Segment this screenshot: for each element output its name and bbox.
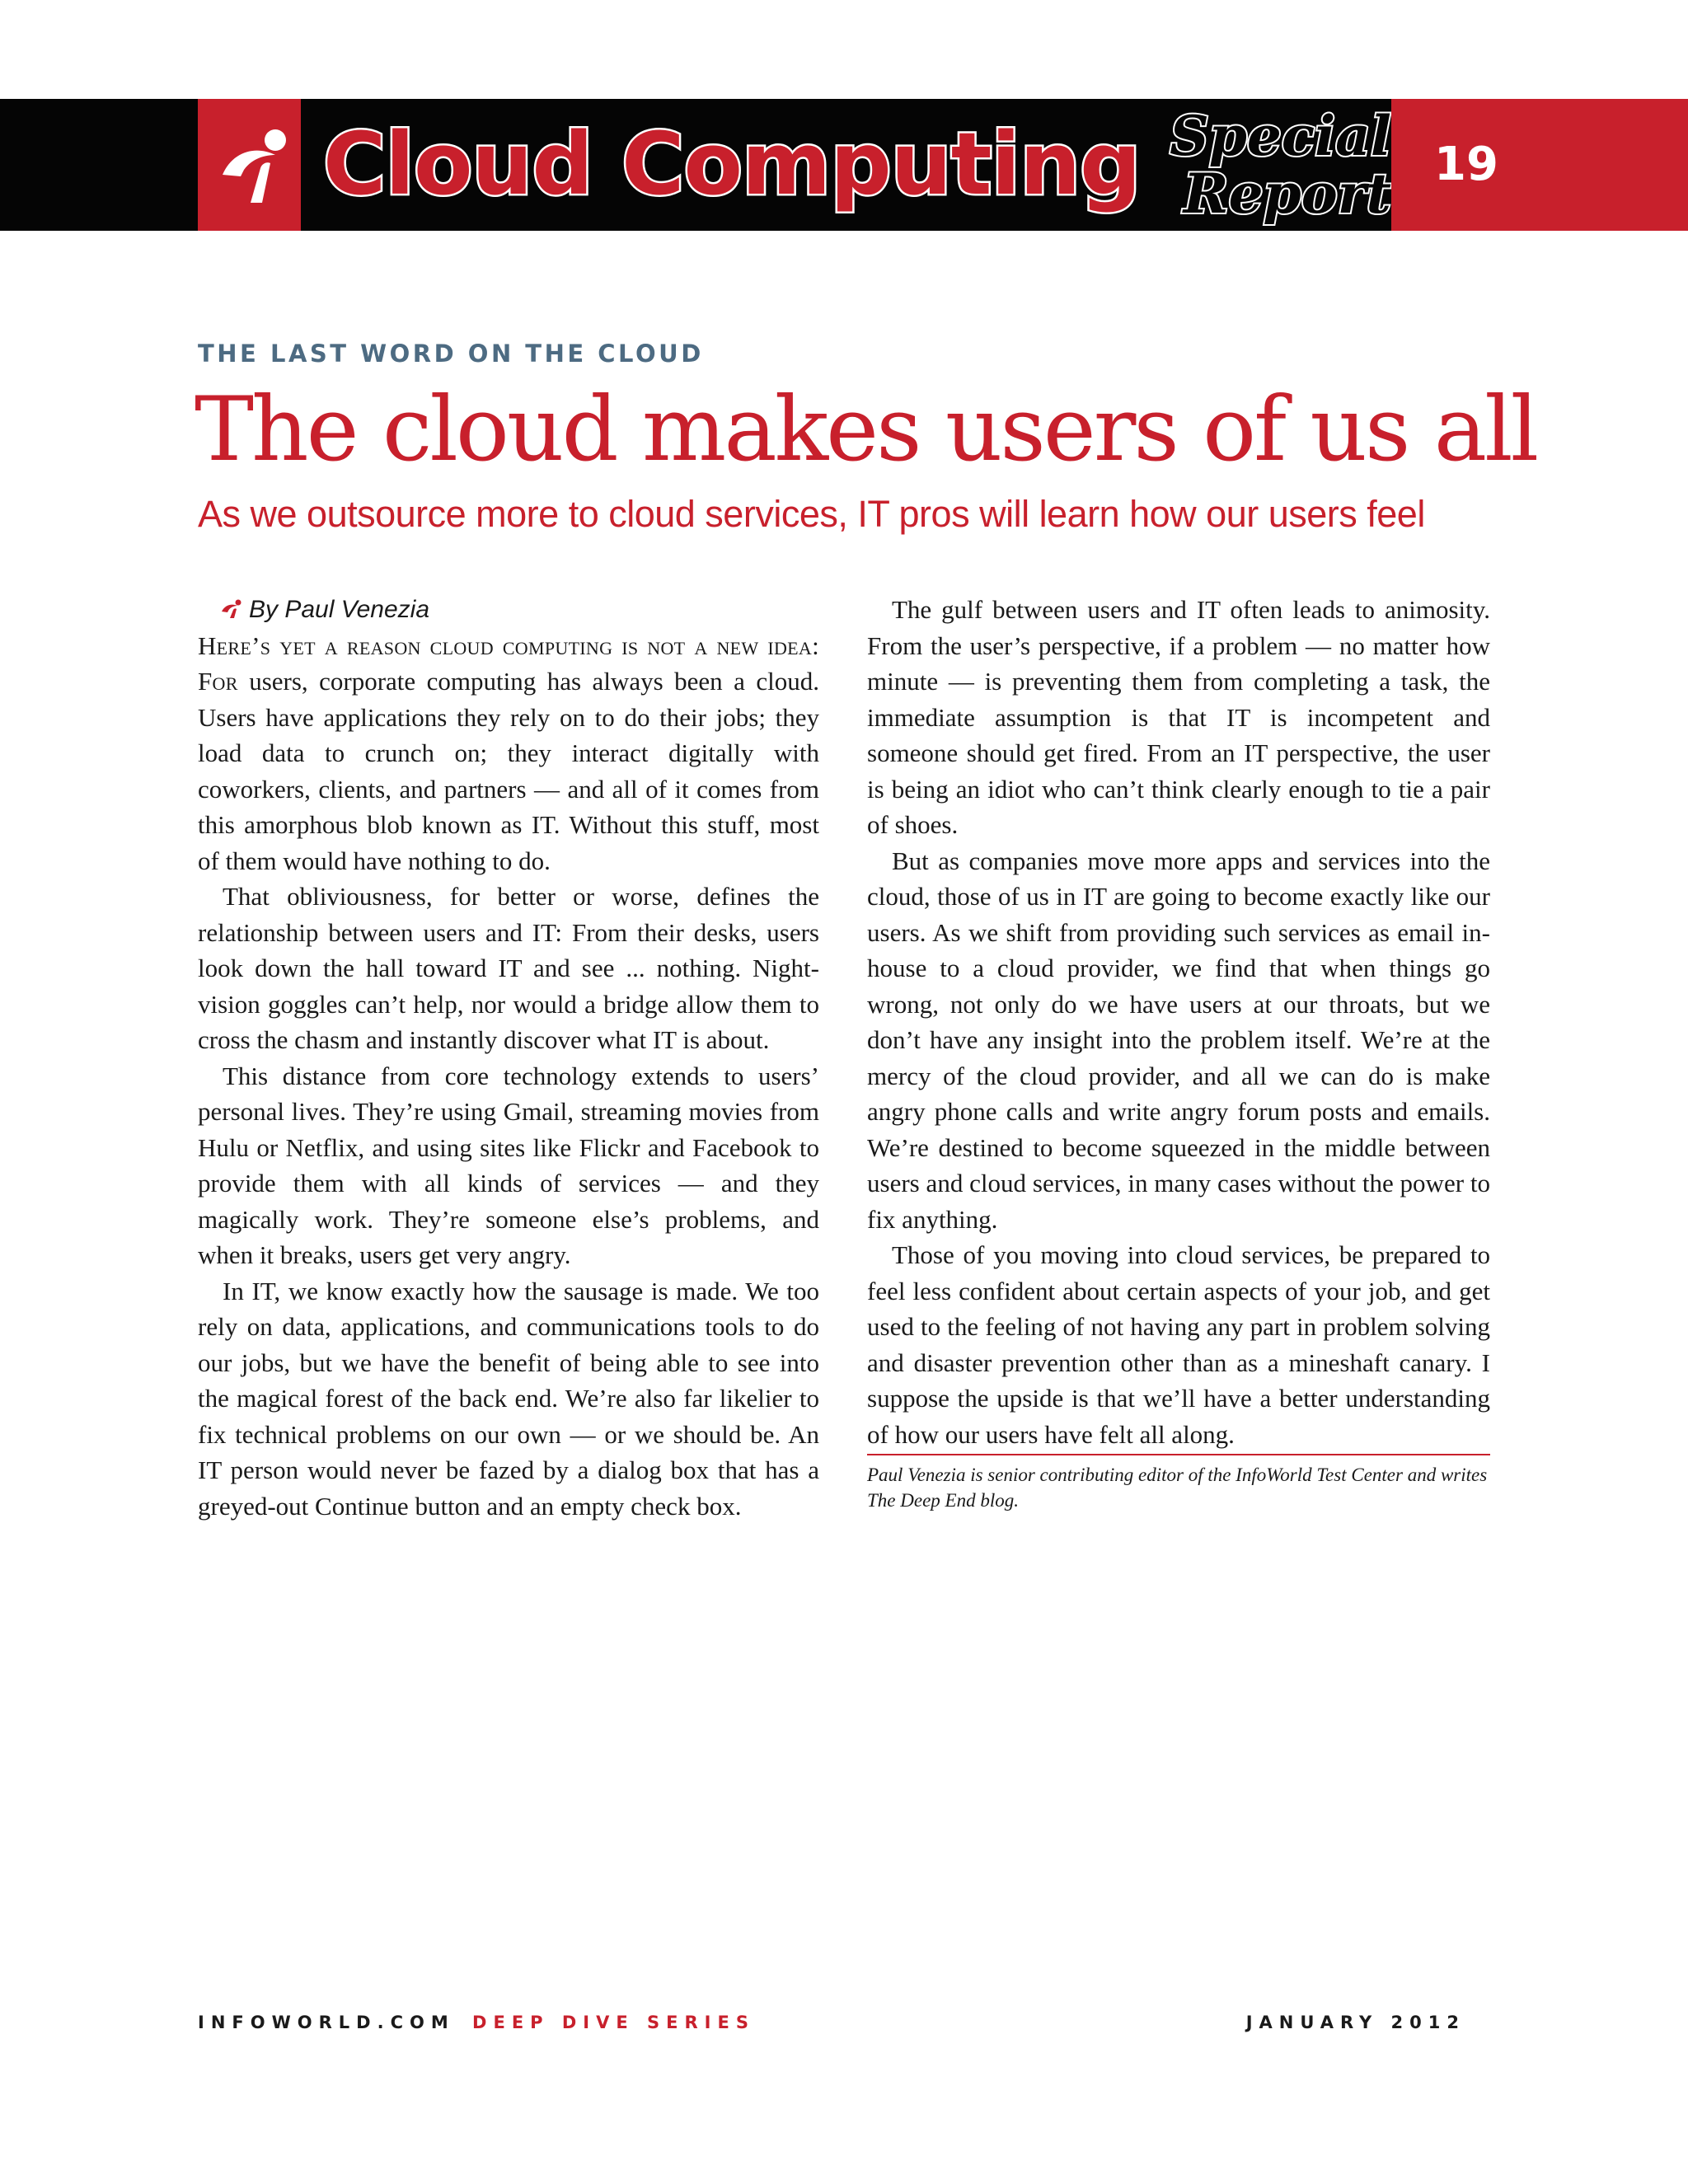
paragraph-7: Those of you moving into cloud services, be prepared to feel less confident about certain aspects of your job, and get used to the feeling of not having any part in problem solving and disaster prevention other than as a mineshaft canary. I suppose the upside is that we’ll have a better understanding of how our users have felt all along. bbox=[867, 1240, 1490, 1449]
paragraph-1 bbox=[198, 628, 819, 879]
footer-series bbox=[198, 2013, 755, 2032]
paragraph-4: In IT, we know exactly how the sausage is made. We too rely on data, applications, and communications tools to do our jobs, but we have the benefit of being able to see into the magical forest of the back end. We’re also far likelier to fix technical problems on our own — or we should be. An IT person would never be fazed by a dialog box that has a greyed-out Continue button and an empty check box. bbox=[198, 1276, 819, 1521]
special-label-line2: Report bbox=[1183, 162, 1391, 226]
infoworld-i-icon bbox=[221, 599, 244, 619]
paragraph-5: The gulf between users and IT often leads to animosity. From the user’s perspective, if a problem — no matter how minute — is preventing them from completing a task, the immediate assumption is that IT is incompetent and someone should get fired. From an IT perspective, the user is being an idiot who can’t think clearly enough to tie a pair of shoes. bbox=[867, 595, 1490, 839]
article-kicker: THE LAST WORD ON THE CLOUD bbox=[198, 340, 704, 368]
special-report-label bbox=[1134, 104, 1391, 226]
lead-in: Here’s yet a reason cloud computing is not a new idea: For bbox=[198, 630, 819, 696]
paragraph-1-text: users, corporate computing has always been a cloud. Users have applications they rely on to do their jobs; they load data to crunch on; they interact digitally with coworkers, clients, and partners — and all of it comes from this amorphous blob known as IT. Without this stuff, most of them would have nothing to do. bbox=[198, 667, 819, 875]
footer-site: INFOWORLD.COM bbox=[198, 2013, 455, 2032]
special-label-line1: Special bbox=[1170, 104, 1391, 168]
byline bbox=[198, 592, 819, 628]
paragraph-3: This distance from core technology extends to users’ personal lives. They’re using Gmail, streaming movies from Hulu or Netflix, and using sites like Flickr and Facebook to provide them with all kinds of services — and they magically work. They’re someone else’s problems, and when it breaks, users get very angry. bbox=[198, 1061, 819, 1269]
paragraph-2: That obliviousness, for better or worse, defines the relationship between users and IT: From their desks, users look down the hall toward IT and see ... nothing. Night-vision goggles can’t help, nor would a bridge allow them to cross the chasm and instantly discover what IT is about. bbox=[198, 882, 819, 1054]
section-title: Cloud Computing bbox=[323, 114, 1141, 214]
article-column-right bbox=[867, 592, 1490, 1513]
page-number: 19 bbox=[1434, 138, 1498, 191]
bio-divider bbox=[867, 1454, 1490, 1455]
article-deck: As we outsource more to cloud services, IT pros will learn how our users feel bbox=[198, 493, 1425, 535]
byline-author: By Paul Venezia bbox=[249, 596, 430, 623]
section-banner bbox=[0, 99, 1688, 231]
footer-series-name: DEEP DIVE SERIES bbox=[472, 2013, 755, 2032]
footer-date: JANUARY 2012 bbox=[1245, 2013, 1465, 2032]
paragraph-6: But as companies move more apps and services into the cloud, those of us in IT are going to become exactly like our users. As we shift from providing such services as email in-house to a cloud provider, we find that when things go wrong, not only do we have users at our throats, but we don’t have any insight into the problem itself. We’re at the mercy of the cloud provider, and all we can do is make angry phone calls and write angry forum posts and emails. We’re destined to become squeezed in the middle between users and cloud services, in many cases without the power to fix anything. bbox=[867, 846, 1490, 1234]
infoworld-i-icon bbox=[216, 127, 295, 206]
article-headline: The cloud makes users of us all bbox=[195, 378, 1537, 481]
article-column-left bbox=[198, 592, 819, 1524]
author-bio: Paul Venezia is senior contributing editor of the InfoWorld Test Center and writes The Deep End blog. bbox=[867, 1465, 1488, 1511]
